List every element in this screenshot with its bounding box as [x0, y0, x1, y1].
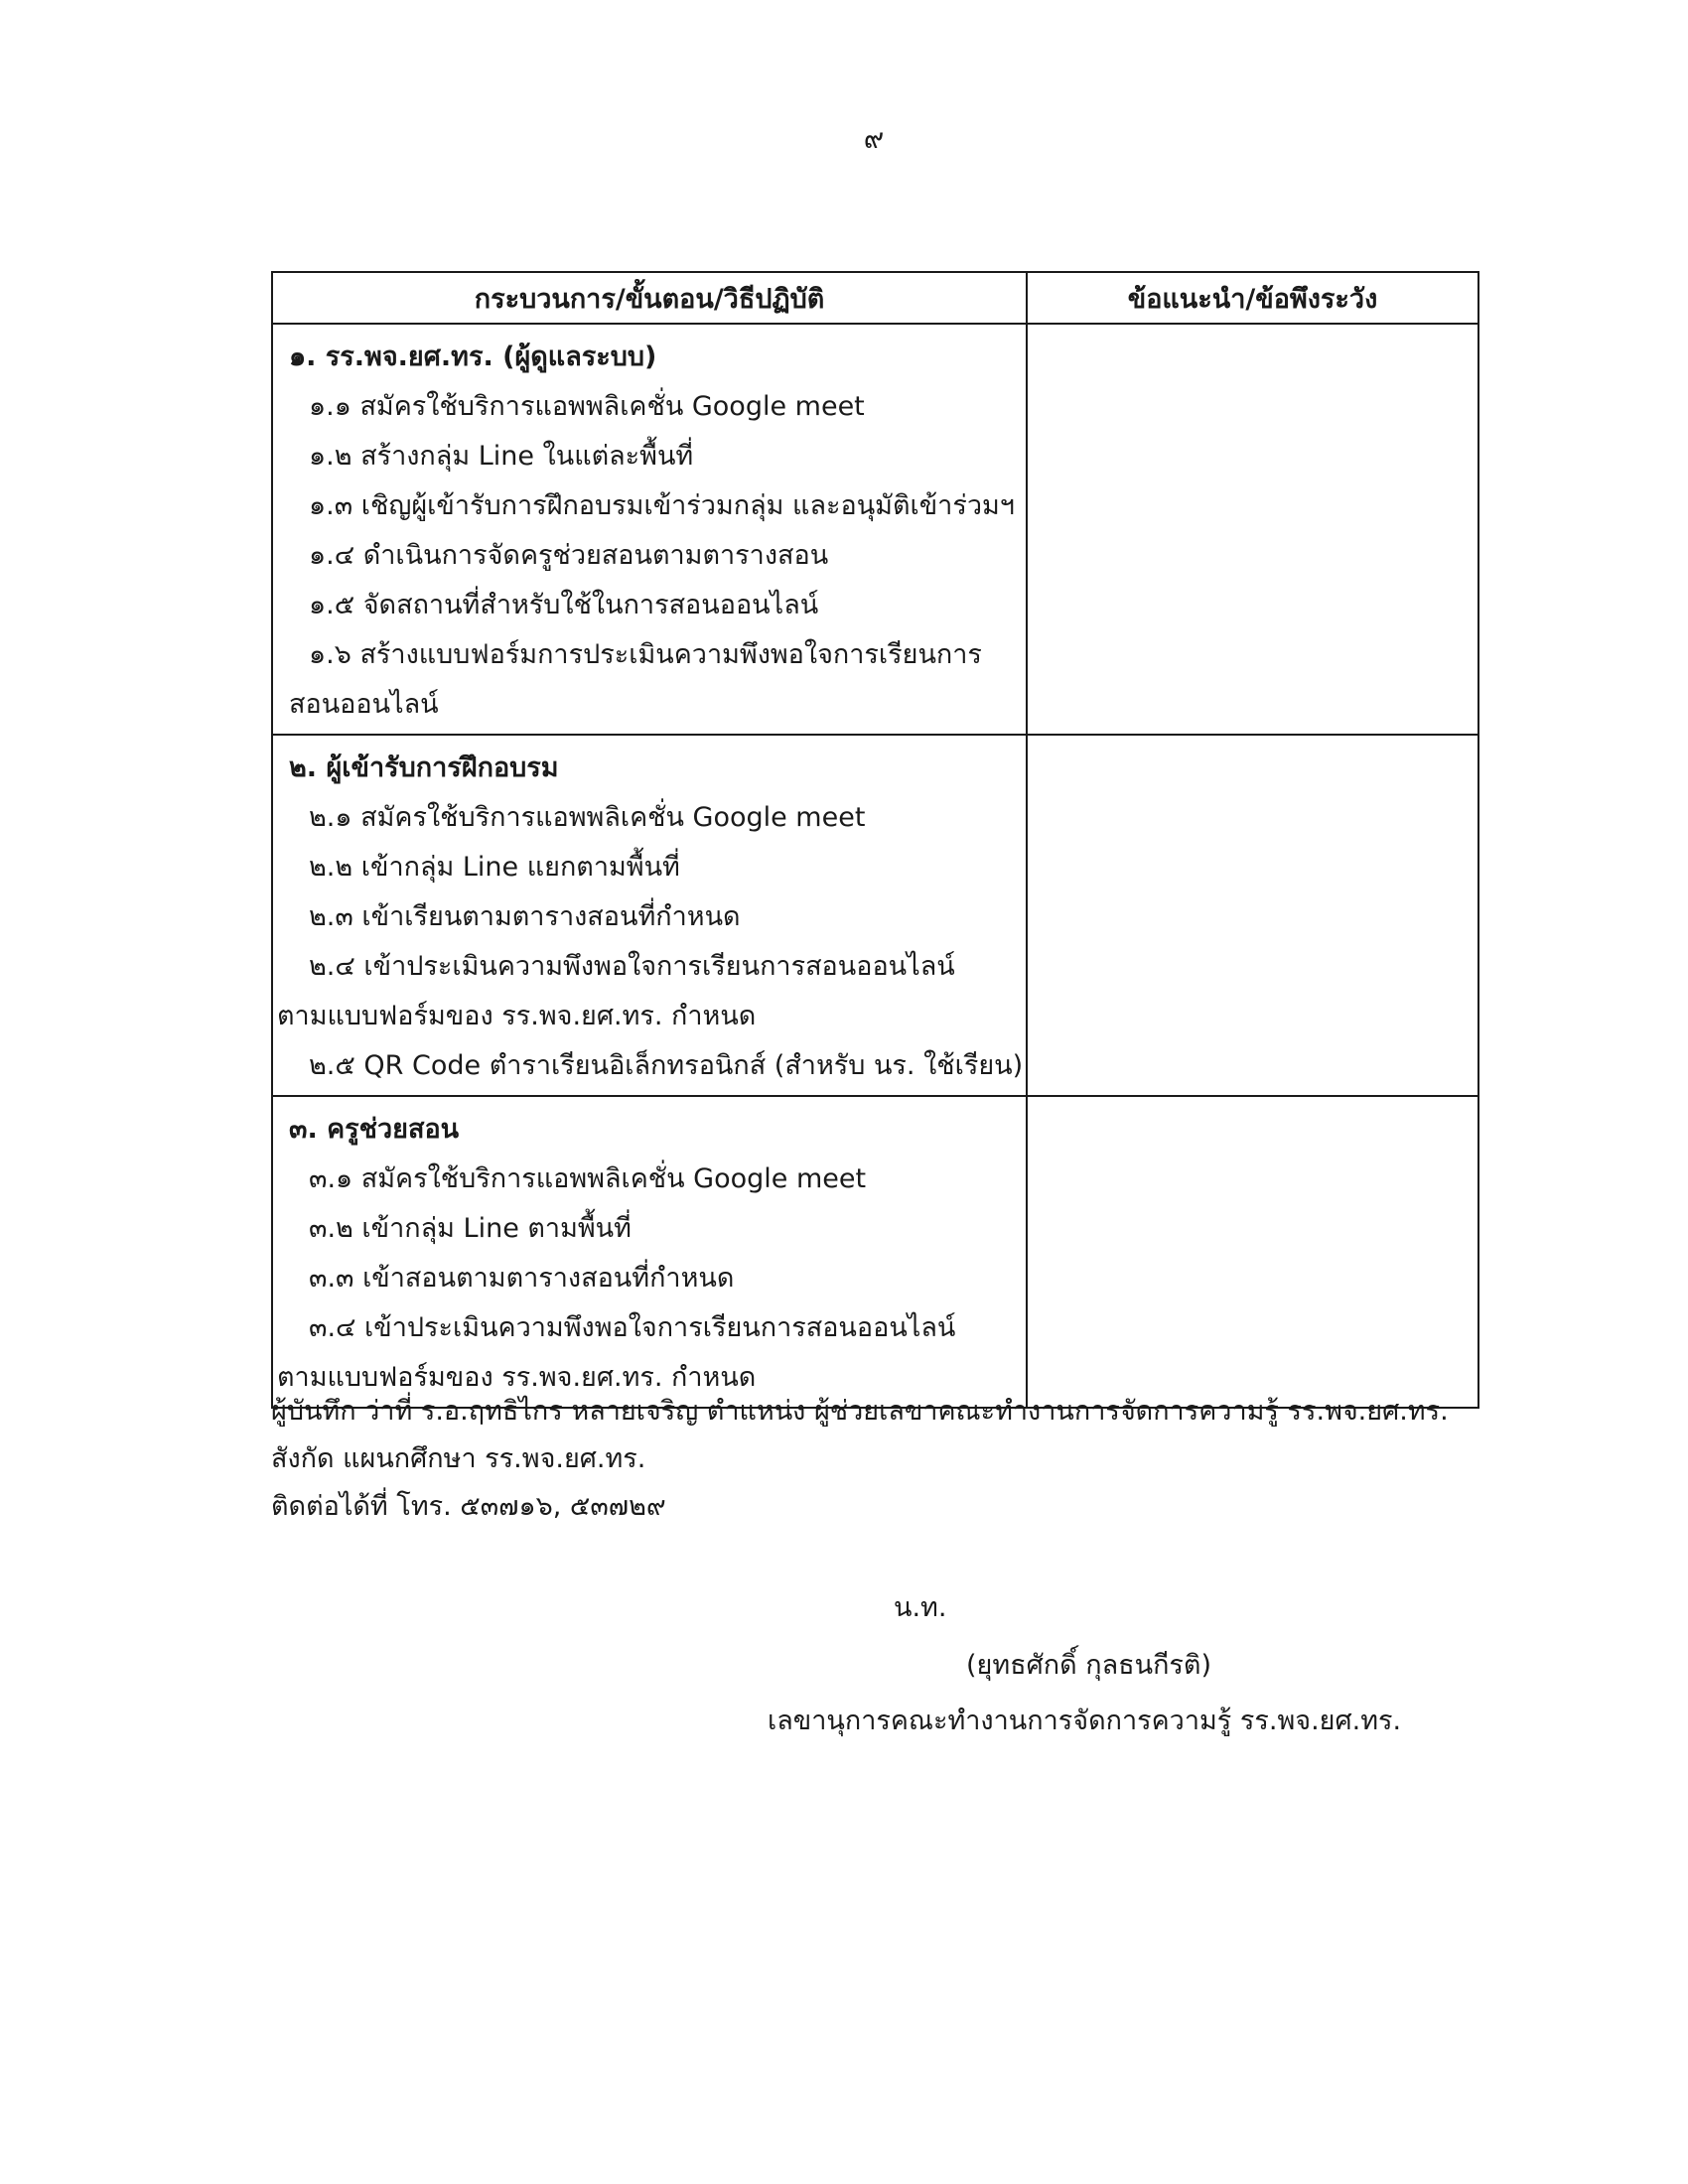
list-item-continuation: สอนออนไลน์	[289, 689, 439, 720]
list-item: ๒.๓ เข้าเรียนตามตารางสอนที่กำหนด	[309, 901, 741, 932]
process-cell-section-3	[272, 1096, 1027, 1408]
procedure-table	[271, 271, 1479, 1409]
page-number: ๙	[863, 122, 885, 155]
section-heading: ๑. รร.พจ.ยศ.ทร. (ผู้ดูแลระบบ)	[289, 341, 657, 372]
table-row-section-3	[272, 1096, 1478, 1408]
list-item: ๓.๒ เข้ากลุ่ม Line ตามพื้นที่	[309, 1213, 632, 1244]
list-item: ๓.๑ สมัครใช้บริการแอพพลิเคชั่น Google meet	[309, 1163, 867, 1194]
header-advice: ข้อแนะนำ/ข้อพึงระวัง	[1027, 272, 1478, 324]
section-heading: ๒. ผู้เข้ารับการฝึกอบรม	[289, 752, 559, 783]
list-item: ๑.๔ ดำเนินการจัดครูช่วยสอนตามตารางสอน	[309, 540, 829, 571]
list-item: ๑.๖ สร้างแบบฟอร์มการประเมินความพึงพอใจการเรียนการ	[309, 639, 982, 670]
department-line: สังกัด แผนกศึกษา รร.พจ.ยศ.ทร.	[271, 1443, 646, 1474]
list-item: ๒.๔ เข้าประเมินความพึงพอใจการเรียนการสอนออนไลน์	[309, 951, 955, 982]
list-item-continuation: ตามแบบฟอร์มของ รร.พจ.ยศ.ทร. กำหนด	[277, 1362, 757, 1393]
signature-name: (ยุทธศักดิ์ กุลธนกีรติ)	[966, 1650, 1211, 1681]
list-item-continuation: ตามแบบฟอร์มของ รร.พจ.ยศ.ทร. กำหนด	[277, 1001, 757, 1031]
table-row-section-1	[272, 324, 1478, 735]
section-heading: ๓. ครูช่วยสอน	[289, 1114, 460, 1145]
recorder-info	[271, 1388, 1502, 1531]
list-item: ๑.๒ สร้างกลุ่ม Line ในแต่ละพื้นที่	[309, 441, 694, 472]
table-header-row	[272, 272, 1478, 324]
contact-line: ติดต่อได้ที่ โทร. ๕๓๗๑๖, ๕๓๗๒๙	[271, 1491, 666, 1522]
table-row-section-2	[272, 735, 1478, 1096]
signature-rank: น.ท.	[894, 1592, 947, 1623]
list-item: ๑.๑ สมัครใช้บริการแอพพลิเคชั่น Google meet	[309, 391, 865, 422]
list-item: ๓.๓ เข้าสอนตามตารางสอนที่กำหนด	[309, 1263, 735, 1294]
process-cell-section-2	[272, 735, 1027, 1096]
list-item: ๓.๔ เข้าประเมินความพึงพอใจการเรียนการสอนออนไลน์	[309, 1312, 956, 1343]
list-item: ๒.๒ เข้ากลุ่ม Line แยกตามพื้นที่	[309, 852, 680, 883]
list-item: ๑.๕ จัดสถานที่สำหรับใช้ในการสอนออนไลน์	[309, 590, 819, 620]
signature-title: เลขานุการคณะทำงานการจัดการความรู้ รร.พจ.ยศ.ทร.	[768, 1706, 1402, 1736]
list-item: ๒.๑ สมัครใช้บริการแอพพลิเคชั่น Google meet	[309, 802, 866, 833]
advice-cell-section-2	[1027, 735, 1478, 1096]
advice-cell-section-1	[1027, 324, 1478, 735]
process-cell-section-1	[272, 324, 1027, 735]
list-item: ๑.๓ เชิญผู้เข้ารับการฝึกอบรมเข้าร่วมกลุ่ม และอนุมัติเข้าร่วมฯ	[309, 490, 1015, 521]
recorder-line: ผู้บันทึก ว่าที่ ร.อ.ฤทธิไกร หลายเจริญ ตำแหน่ง ผู้ช่วยเลขาคณะทำงานการจัดการความรู้ รร.พจ.ยศ.ทร.	[271, 1396, 1449, 1427]
list-item: ๒.๕ QR Code ตำราเรียนอิเล็กทรอนิกส์ (สำหรับ นร. ใช้เรียน)	[309, 1050, 1024, 1081]
header-process: กระบวนการ/ขั้นตอน/วิธีปฏิบัติ	[272, 272, 1027, 324]
advice-cell-section-3	[1027, 1096, 1478, 1408]
